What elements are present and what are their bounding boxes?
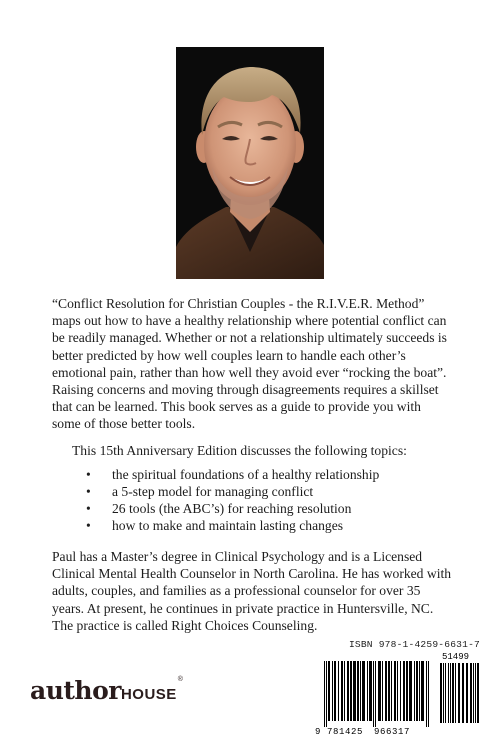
list-item bbox=[86, 466, 446, 483]
topic-text: a 5-step model for managing conflict bbox=[112, 484, 314, 499]
isbn-label: ISBN 978-1-4259-6631-7 bbox=[348, 639, 480, 650]
list-item bbox=[86, 483, 446, 500]
publisher-name-part2: HOUSE bbox=[120, 686, 177, 703]
registered-mark: ® bbox=[177, 676, 183, 683]
topic-text: the spiritual foundations of a healthy relationship bbox=[112, 467, 380, 482]
barcode-digits-group2: 966317 bbox=[374, 727, 411, 736]
publisher-logo bbox=[30, 676, 183, 706]
bullet-icon: • bbox=[86, 501, 91, 516]
publisher-name-part1: author bbox=[30, 676, 121, 705]
barcode-digit-lead: 9 bbox=[315, 727, 321, 736]
author-bio: Paul has a Master’s degree in Clinical Psychology and is a Licensed Clinical Mental Health Counselor in North Carolina. He has worked with adults, couples, and families as a professional counselor for over 35 years. At present, he continues in private practice in Huntersville, NC. The practice is called Right Choices Counseling. bbox=[52, 549, 452, 633]
barcode-price-code: 51499 bbox=[442, 652, 470, 662]
bullet-icon: • bbox=[86, 467, 91, 482]
topics-intro: This 15th Anniversary Edition discusses the following topics: bbox=[72, 443, 407, 458]
list-item bbox=[86, 500, 446, 517]
bullet-icon: • bbox=[86, 518, 91, 533]
book-description: “Conflict Resolution for Christian Couples - the R.I.V.E.R. Method” maps out how to have a healthy relationship where potential conflict can be readily managed. Whether or not a relationship ultimately succeeds is better predicted by how well couples learn to handle each other’s emotional pain, rather than how well they avoid ever “rocking the boat”. Raising concerns and moving through disagreements requires a skillset that can be learned. This book serves as a guide to provide you with some of those better tools. bbox=[52, 296, 447, 432]
bullet-icon: • bbox=[86, 484, 91, 499]
author-photo bbox=[176, 47, 324, 279]
list-item bbox=[86, 517, 446, 534]
barcode-digits-group1: 781425 bbox=[327, 727, 364, 736]
topic-text: how to make and maintain lasting changes bbox=[112, 518, 344, 533]
topic-text: 26 tools (the ABC’s) for reaching resolution bbox=[112, 501, 352, 516]
topics-list bbox=[86, 466, 446, 534]
isbn-barcode bbox=[314, 651, 480, 736]
